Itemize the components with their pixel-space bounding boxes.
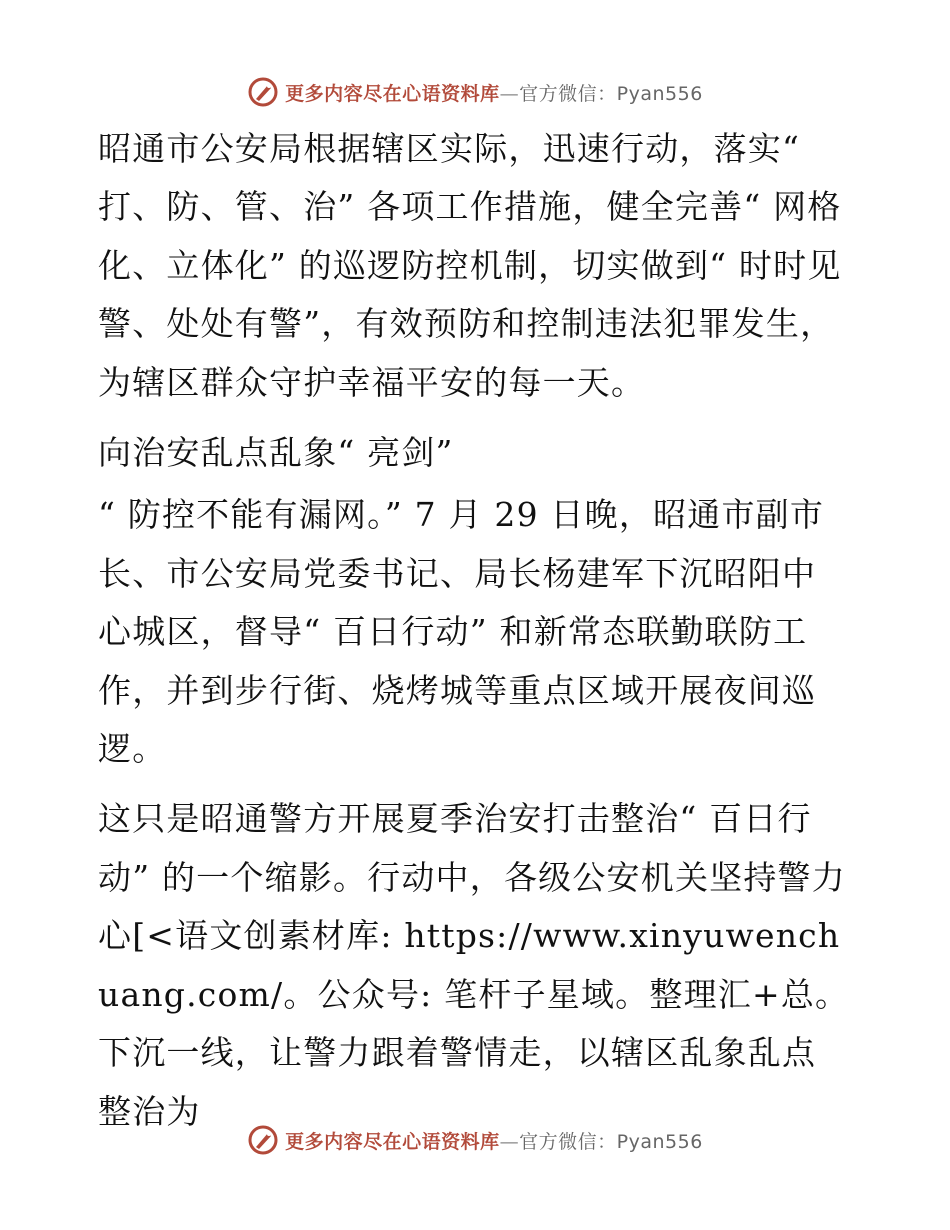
pen-nib-logo-icon: [247, 1124, 279, 1156]
footer-banner-text: [285, 1127, 703, 1154]
section-heading: 向治安乱点乱象“ 亮剑”: [98, 433, 454, 473]
header-banner: [0, 72, 950, 112]
header-banner-dash: —: [499, 82, 520, 105]
header-banner-sub: 官方微信：Pyan556: [519, 82, 703, 105]
header-banner-main: 更多内容尽在心语资料库: [285, 82, 500, 105]
document-body: [98, 120, 850, 1153]
pen-nib-logo-icon: [247, 76, 279, 108]
footer-banner-dash: —: [499, 1130, 520, 1153]
paragraph-3: 这只是昭通警方开展夏季治安打击整治“ 百日行动” 的一个缩影。行动中，各级公安机关坚持警力心[<语文创素材库: https://www.xinyuwenchuang.com/。公众号: 笔杆子星域。整理汇+总。下沉一线，让警力跟着警情走，以辖区乱象乱点整治为: [98, 799, 850, 1131]
footer-banner: [0, 1120, 950, 1160]
footer-banner-main: 更多内容尽在心语资料库: [285, 1130, 500, 1153]
paragraph-2: “ 防控不能有漏网。” 7 月 29 日晚，昭通市副市长、市公安局党委书记、局长杨建军下沉昭阳中心城区，督导“ 百日行动” 和新常态联勤联防工作，并到步行街、烧烤城等重点区域开展夜间巡逻。: [98, 495, 825, 769]
paragraph-1: 昭通市公安局根据辖区实际，迅速行动，落实“ 打、防、管、治” 各项工作措施，健全完善“ 网格化、立体化” 的巡逻防控机制，切实做到“ 时时见警、处处有警”，有效预防和控制违法犯罪发生，为辖区群众守护幸福平安的每一天。: [98, 129, 842, 402]
footer-banner-sub: 官方微信：Pyan556: [519, 1130, 703, 1153]
header-banner-text: [285, 79, 703, 106]
